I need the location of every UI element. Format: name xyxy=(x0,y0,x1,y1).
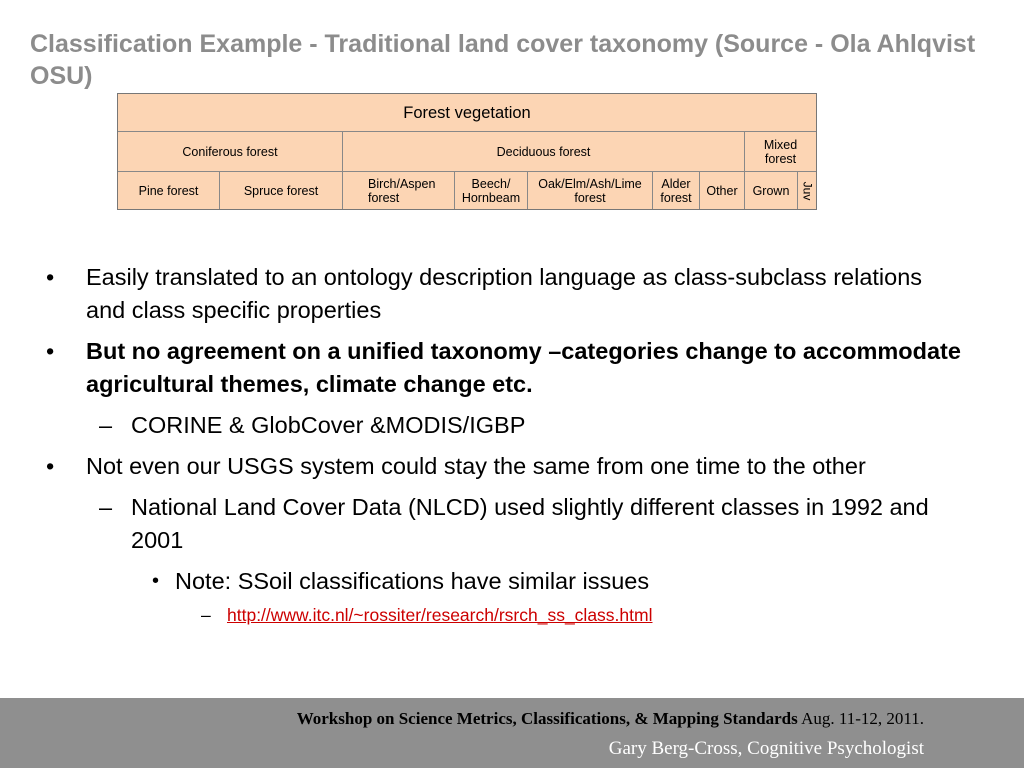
taxonomy-oak-cell: Oak/Elm/Ash/Lime forest xyxy=(528,172,653,209)
bullet-item xyxy=(46,335,966,401)
bullet-text-bold: But no agreement on a unified taxonomy –categories change to accommodate agricultural themes, climate change etc. xyxy=(86,338,961,397)
sub-sub-bullet-item xyxy=(46,565,966,598)
taxonomy-mixed-cell: Mixed forest xyxy=(745,132,816,172)
taxonomy-root-cell: Forest vegetation xyxy=(118,94,816,132)
taxonomy-juv-cell xyxy=(798,172,816,209)
taxonomy-other-cell: Other xyxy=(700,172,745,209)
dash-marker: – xyxy=(99,494,113,520)
footer-event-line xyxy=(297,709,924,729)
dash-marker: – xyxy=(99,412,113,438)
link-item xyxy=(46,602,966,628)
taxonomy-table xyxy=(117,93,817,210)
taxonomy-deciduous-cell: Deciduous forest xyxy=(343,132,745,172)
taxonomy-coniferous-cell: Coniferous forest xyxy=(118,132,343,172)
taxonomy-spruce-cell: Spruce forest xyxy=(220,172,343,209)
footer-event: Workshop on Science Metrics, Classifications, & Mapping Standards xyxy=(296,709,798,728)
bullet-marker: • xyxy=(46,264,55,290)
taxonomy-grown-cell: Grown xyxy=(745,172,798,209)
bullet-marker: • xyxy=(46,338,55,364)
bullet-item xyxy=(46,450,966,483)
taxonomy-juv-label: Juv xyxy=(800,181,814,200)
footer-date: Aug. 11-12, 2011. xyxy=(801,709,924,728)
bullet-text: Not even our USGS system could stay the same from one time to the other xyxy=(86,453,866,479)
bullet-list xyxy=(46,261,966,628)
sub-bullet-text: CORINE & GlobCover &MODIS/IGBP xyxy=(131,412,526,438)
sub-bullet-item xyxy=(46,409,966,442)
sub-sub-bullet-text: Note: SSoil classifications have similar issues xyxy=(175,568,650,594)
footer xyxy=(0,698,1024,768)
sub-bullet-item xyxy=(46,491,966,557)
dash-marker: – xyxy=(201,605,211,625)
footer-author: Gary Berg-Cross, Cognitive Psychologist xyxy=(608,738,924,759)
taxonomy-pine-cell: Pine forest xyxy=(118,172,220,209)
bullet-marker: • xyxy=(152,570,160,592)
bullet-marker: • xyxy=(46,453,55,479)
sub-bullet-text: National Land Cover Data (NLCD) used slightly different classes in 1992 and 2001 xyxy=(131,494,929,553)
bullet-item xyxy=(46,261,966,327)
taxonomy-beech-cell: Beech/ Hornbeam xyxy=(455,172,528,209)
reference-link[interactable]: http://www.itc.nl/~rossiter/research/rsrch_ss_class.html xyxy=(227,605,653,625)
taxonomy-birch-cell: Birch/Aspen forest xyxy=(343,172,455,209)
taxonomy-alder-cell: Alder forest xyxy=(653,172,700,209)
slide-title: Classification Example - Traditional land cover taxonomy (Source - Ola Ahlqvist OSU) xyxy=(30,30,976,90)
bullet-text: Easily translated to an ontology description language as class-subclass relations and class specific properties xyxy=(86,264,923,323)
